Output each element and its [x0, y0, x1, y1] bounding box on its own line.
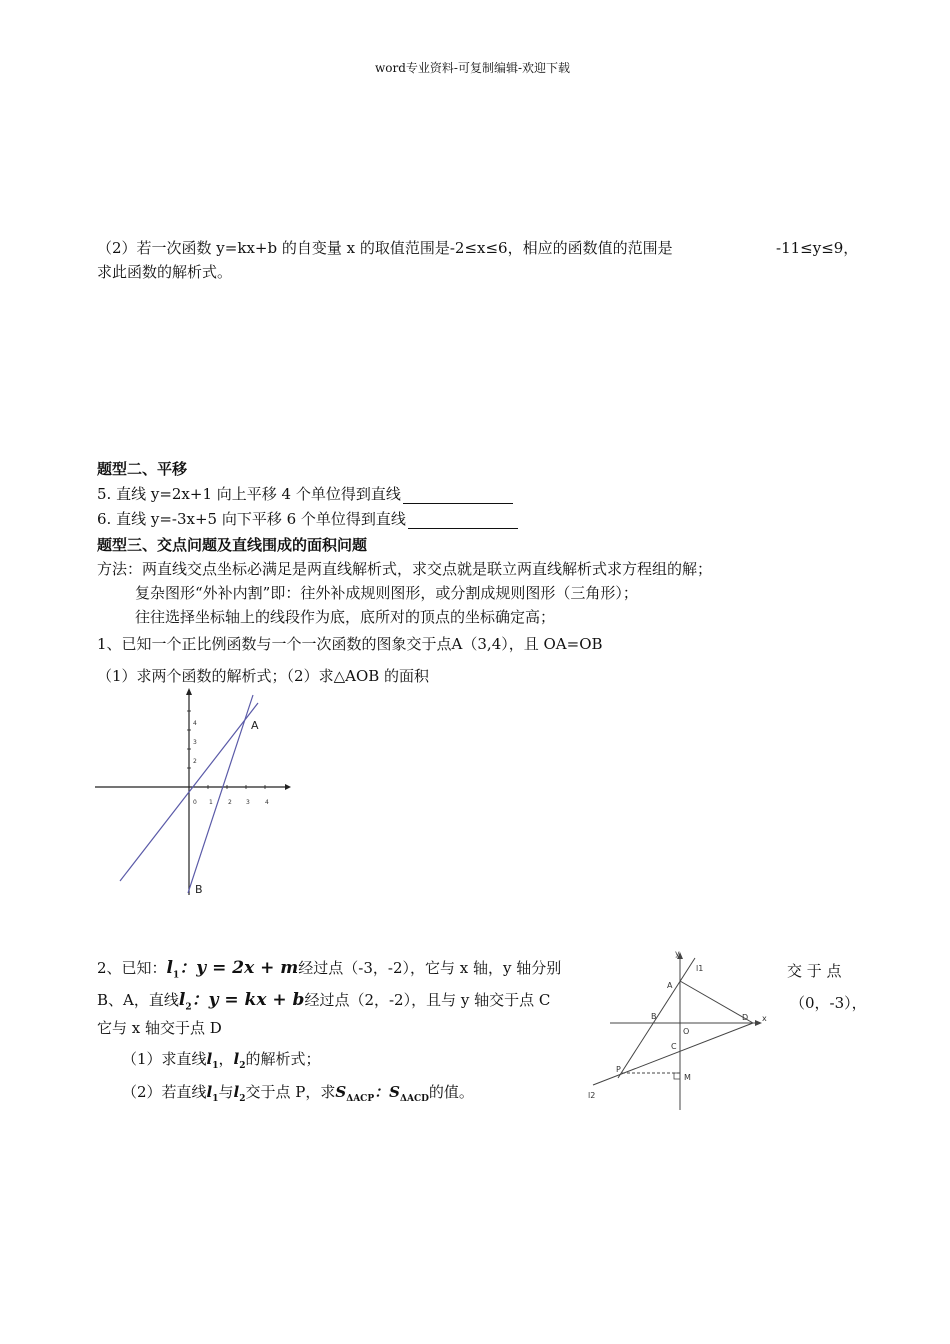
graph1-x-arrow: [285, 784, 291, 790]
graph2-figure: [585, 948, 785, 1118]
graph1-xtick-2: 2: [228, 799, 232, 806]
q2-line1-range: -11≤y≤9，: [776, 239, 859, 257]
graph1-ytick-4: 4: [193, 720, 197, 727]
area-acp-symbol: $S_{\Delta ACP}$: [335, 1083, 375, 1104]
problem2-line1: 2、已知：$l_1$：y = 2x + m经过点（-3，-2），它与 x 轴，y 轴分别: [97, 958, 562, 981]
graph2-label-l1: l1: [696, 964, 704, 973]
graph1-figure: [90, 685, 300, 905]
graph2-right-angle-mark: [674, 1073, 680, 1079]
graph2-label-l2: l2: [588, 1091, 596, 1100]
graph1-xtick-1: 1: [209, 799, 213, 806]
graph1-linear-line: [188, 695, 253, 893]
problem1-statement: 1、已知一个正比例函数与一个一次函数的图象交于点A（3,4），且 OA=OB: [97, 635, 603, 653]
graph2-label-b: B: [651, 1012, 657, 1021]
section2-title: 题型二、平移: [97, 460, 188, 478]
problem2-line3: 它与 x 轴交于点 D: [97, 1019, 222, 1037]
graph2-x-arrow: [755, 1020, 762, 1026]
problem2-q1: （1）求直线$l_1$，$l_2$的解析式；: [122, 1050, 321, 1071]
l1-equation: y = 2x + m: [196, 958, 299, 978]
l2-symbol-q1: $l_2$: [233, 1050, 246, 1071]
l2-equation: y = kx + b: [208, 990, 305, 1010]
q2-line2: 求此函数的解析式。: [97, 263, 233, 281]
graph2-label-m: M: [684, 1073, 691, 1082]
graph2-label-x: x: [762, 1014, 767, 1023]
graph1-ytick-3: 3: [193, 739, 197, 746]
l1-symbol: $l_1$: [166, 958, 180, 981]
q2-line1: （2）若一次函数 y=kx+b 的自变量 x 的取值范围是-2≤x≤6，相应的函数值的范围是: [97, 239, 673, 257]
section3-title: 题型三、交点问题及直线围成的面积问题: [97, 536, 368, 554]
area-acd-symbol: $S_{\Delta ACD}$: [389, 1083, 429, 1104]
graph1-xtick-3: 3: [246, 799, 250, 806]
l2-symbol: $l_2$: [178, 990, 192, 1013]
problem2-line2: B、A，直线$l_2$：y = kx + b经过点（2，-2），且与 y 轴交于点 C: [97, 990, 551, 1013]
graph1-label-b: B: [195, 883, 203, 896]
problem1-questions: （1）求两个函数的解析式；（2）求△AOB 的面积: [97, 667, 430, 685]
graph1-xtick-0: 0: [193, 799, 197, 806]
method-line1: 方法：两直线交点坐标必满足是两直线解析式，求交点就是联立两直线解析式求方程组的解；: [97, 560, 713, 578]
graph1-label-a: A: [251, 719, 259, 732]
method-line3: 往往选择坐标轴上的线段作为底，底所对的顶点的坐标确定高；: [135, 608, 556, 626]
graph1-ytick-2: 2: [193, 758, 197, 765]
graph2-label-y: y: [675, 949, 680, 958]
l1-symbol-q2: $l_1$: [206, 1083, 219, 1104]
graph2-line-l2: [593, 1023, 753, 1085]
answer-blank-6[interactable]: [408, 514, 518, 529]
graph2-label-p: P: [616, 1065, 621, 1074]
problem2-line2-right: （0，-3），: [790, 994, 867, 1012]
graph2-label-c: C: [671, 1042, 677, 1051]
problem2-q2: （2）若直线$l_1$与$l_2$交于点 P，求$S_{\Delta ACP}$：$S_{\Delta ACD}$的值。: [122, 1083, 474, 1104]
graph1-xtick-4: 4: [265, 799, 269, 806]
item5: 5. 直线 y=2x+1 向上平移 4 个单位得到直线: [97, 484, 513, 504]
l2-symbol-q2: $l_2$: [233, 1083, 246, 1104]
page-header: word专业资料-可复制编辑-欢迎下载: [375, 61, 571, 75]
graph1-y-arrow: [186, 688, 192, 695]
problem2-line1-right: 交 于 点: [787, 962, 842, 980]
method-line2: 复杂图形“外补内割”即：往外补成规则图形，或分割成规则图形（三角形）；: [135, 584, 638, 602]
graph2-label-a: A: [667, 981, 673, 990]
item6: 6. 直线 y=-3x+5 向下平移 6 个单位得到直线: [97, 509, 518, 529]
graph2-label-o: O: [683, 1027, 690, 1036]
l1-symbol-q1: $l_1$: [206, 1050, 219, 1071]
answer-blank-5[interactable]: [403, 489, 513, 504]
graph2-label-d: D: [742, 1013, 749, 1022]
